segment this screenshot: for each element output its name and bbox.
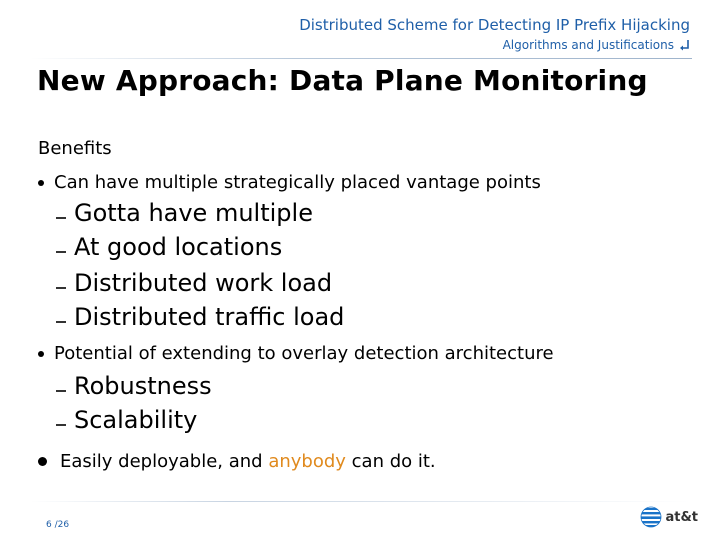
sub-bullet-text: Distributed traffic load [74,303,345,331]
sub-bullet [56,269,332,297]
section-heading: Benefits [38,138,112,159]
logo-text: at&t [665,509,698,525]
bullet-dot [38,351,44,357]
bullet-3-suffix: can do it. [345,451,436,472]
footer-divider [30,501,690,502]
dash-marker [56,217,66,219]
slide-title: New Approach: Data Plane Monitoring [37,64,648,97]
bullet-1-text: Can have multiple strategically placed vantage points [54,172,541,193]
bullet-dot [38,457,47,466]
dash-marker [56,287,66,289]
att-logo [640,506,698,528]
dash-marker [56,321,66,323]
bullet-2 [38,343,554,364]
header-title: Distributed Scheme for Detecting IP Prefix Hijacking [299,16,690,34]
bullet-2-text: Potential of extending to overlay detection architecture [54,343,554,364]
dash-marker [56,424,66,426]
sub-bullet-text: At good locations [74,233,283,261]
sub-bullet [56,303,344,331]
bullet-1 [38,172,541,193]
enter-arrow-icon[interactable] [680,40,690,51]
bullet-3 [38,451,436,472]
bullet-dot [38,180,44,186]
sub-bullet [56,406,197,434]
header-divider [30,58,692,59]
sub-bullet [56,199,313,227]
page-number: 6 /26 [46,520,70,530]
dash-marker [56,251,66,253]
sub-bullet-text: Gotta have multiple [74,199,313,227]
sub-bullet-text: Scalability [74,406,198,434]
att-globe-icon [640,506,662,528]
dash-marker [56,390,66,392]
sub-bullet-text: Robustness [74,372,212,400]
header-subtitle-row [503,38,690,52]
bullet-3-prefix: Easily deployable, and [60,451,269,472]
highlight-word: anybody [268,451,346,472]
sub-bullet [56,372,212,400]
sub-bullet-text: Distributed work load [74,269,333,297]
header-subtitle: Algorithms and Justifications [502,38,674,52]
sub-bullet [56,233,282,261]
